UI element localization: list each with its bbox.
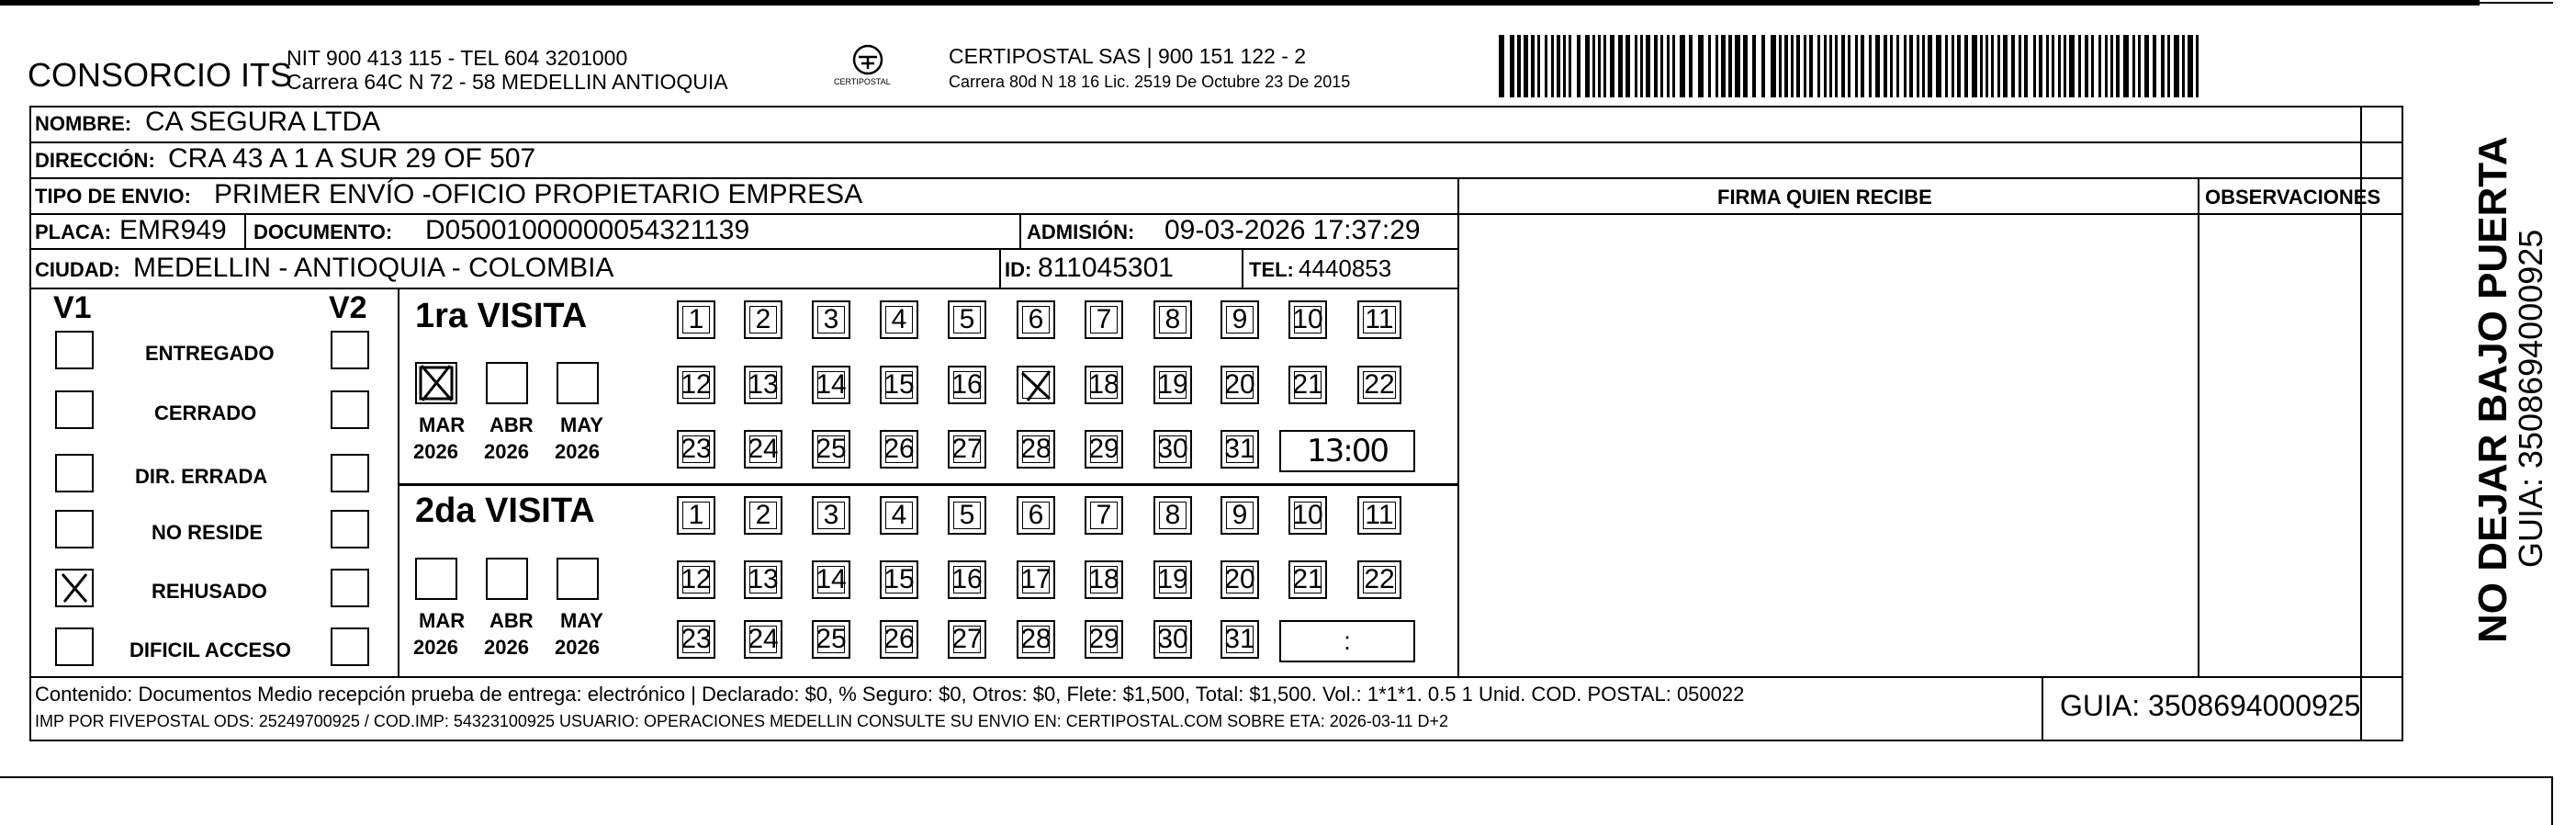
barcode-bar: [1577, 35, 1580, 97]
col-line: [1019, 213, 1021, 248]
barcode-bar: [1680, 35, 1685, 97]
v1-checkbox[interactable]: [55, 454, 94, 492]
visit1-title: 1ra VISITA: [415, 297, 588, 335]
day-cell[interactable]: 25: [812, 620, 850, 659]
barcode-bar: [1875, 35, 1880, 97]
col-line: [1242, 248, 1243, 288]
row-line: [29, 288, 1457, 289]
barcode-bar: [1625, 35, 1630, 97]
col-line: [2042, 676, 2043, 741]
barcode-bar: [1761, 35, 1765, 97]
admision-label: ADMISIÓN:: [1027, 220, 1135, 243]
day-cell[interactable]: 22: [1357, 560, 1401, 599]
top-rule: [0, 0, 2480, 6]
day-cell[interactable]: 29: [1085, 620, 1123, 659]
day-cell[interactable]: 8: [1153, 496, 1192, 535]
barcode-bar: [1809, 35, 1813, 97]
month-checkbox[interactable]: [486, 558, 528, 600]
day-cell[interactable]: 29: [1085, 430, 1123, 469]
id-label: ID:: [1005, 258, 1032, 281]
barcode-bar: [1917, 35, 1919, 97]
barcode-bar: [2182, 35, 2185, 97]
barcode-bar: [1964, 35, 1968, 97]
postal-name: CERTIPOSTAL SAS | 900 151 122 - 2: [949, 44, 1307, 68]
barcode-bar: [1517, 35, 1521, 97]
day-cell[interactable]: 22: [1357, 366, 1401, 404]
barcode-bar: [2161, 35, 2165, 97]
v2-checkbox[interactable]: [331, 510, 369, 548]
barcode-bar: [1835, 35, 1838, 97]
status-label: NO RESIDE: [152, 521, 264, 544]
col-line: [2198, 177, 2199, 676]
id-value: 811045301: [1038, 253, 1174, 283]
barcode-bar: [1660, 35, 1663, 97]
day-cell[interactable]: 6: [1017, 300, 1055, 339]
barcode-bar: [1551, 35, 1554, 97]
visit2-title: 2da VISITA: [415, 492, 595, 530]
day-cell[interactable]: 14: [812, 366, 850, 404]
day-cell[interactable]: 17: [1017, 560, 1055, 599]
day-cell[interactable]: 6: [1017, 496, 1055, 535]
barcode-bar: [1904, 35, 1907, 97]
side-no-dejar: NO DEJAR BAJO PUERTA: [2470, 136, 2515, 643]
direccion-value: CRA 43 A 1 A SUR 29 OF 507: [168, 143, 536, 174]
tel-value: 4440853: [1299, 254, 1392, 282]
day-cell[interactable]: 13: [744, 366, 782, 404]
ciudad-label: CIUDAD:: [35, 258, 120, 281]
month-label: MAY: [560, 609, 603, 632]
barcode-bar: [2110, 35, 2113, 97]
barcode-bar: [1592, 35, 1595, 97]
col-line: [999, 248, 1001, 288]
company-name: CONSORCIO ITS: [28, 56, 293, 94]
month-checkbox[interactable]: [557, 558, 599, 600]
col-line: [398, 288, 399, 676]
day-cell[interactable]: 11: [1357, 496, 1401, 535]
visit-divider: [398, 483, 1457, 486]
barcode-bar: [1603, 35, 1606, 97]
barcode-bar: [2039, 35, 2042, 97]
barcode-bar: [1531, 35, 1535, 97]
barcode-bar: [2153, 35, 2156, 97]
v2-header: V2: [329, 290, 367, 325]
barcode-bar: [2091, 35, 2094, 97]
postal-address: Carrera 80d N 18 16 Lic. 2519 De Octubre 23 De 2015: [949, 73, 1351, 91]
barcode-bar: [1715, 35, 1718, 97]
time-box[interactable]: 13:00: [1279, 430, 1415, 472]
day-cell[interactable]: 3: [812, 300, 850, 339]
day-cell[interactable]: 27: [948, 620, 986, 659]
day-cell[interactable]: 2: [744, 496, 782, 535]
year-label: 2026: [555, 636, 600, 659]
nombre-value: CA SEGURA LTDA: [145, 107, 381, 137]
placa-value: EMR949: [119, 215, 227, 245]
day-cell[interactable]: 24: [744, 620, 782, 659]
barcode-bar: [2138, 35, 2141, 97]
barcode-bar: [1909, 35, 1913, 97]
check-x-icon: [57, 571, 92, 605]
day-cell[interactable]: 28: [1017, 430, 1055, 469]
month-label: ABR: [489, 609, 534, 632]
barcode-bar: [1563, 35, 1566, 97]
barcode-bar: [2011, 35, 2015, 97]
barcode-bar: [1708, 35, 1711, 97]
barcode-bar: [1667, 35, 1670, 97]
barcode-bar: [1997, 35, 2000, 97]
barcode-bar: [1672, 35, 1675, 97]
col-line: [1457, 177, 1459, 676]
barcode-bar: [2052, 35, 2054, 97]
status-label: ENTREGADO: [145, 342, 275, 365]
day-cell[interactable]: 1: [677, 300, 715, 339]
day-cell[interactable]: 7: [1085, 300, 1123, 339]
barcode-bar: [1791, 35, 1794, 97]
barcode-bar: [2174, 35, 2179, 97]
barcode-bar: [1922, 35, 1925, 97]
month-label: ABR: [489, 413, 534, 436]
day-cell[interactable]: 1: [677, 496, 715, 535]
barcode-bar: [1824, 35, 1827, 97]
v1-checkbox[interactable]: [55, 390, 94, 429]
certipostal-logo: [831, 41, 905, 96]
day-cell[interactable]: 8: [1153, 300, 1192, 339]
barcode-bar: [1890, 35, 1893, 97]
year-label: 2026: [555, 440, 600, 463]
barcode-bar: [2098, 35, 2101, 97]
direccion-label: DIRECCIÓN:: [35, 149, 155, 172]
barcode-bar: [1804, 35, 1806, 97]
barcode-bar: [1945, 35, 1948, 97]
day-cell[interactable]: 28: [1017, 620, 1055, 659]
barcode-bar: [1784, 35, 1788, 97]
barcode-bar: [1896, 35, 1899, 97]
barcode-bar: [2167, 35, 2170, 97]
v1-checkbox[interactable]: [55, 331, 94, 369]
v2-checkbox[interactable]: [331, 454, 369, 492]
day-cell[interactable]: 21: [1288, 366, 1327, 404]
day-cell[interactable]: 21: [1288, 560, 1327, 599]
barcode-bar: [2033, 35, 2036, 97]
v1-checkbox[interactable]: [55, 627, 94, 666]
observaciones-header: OBSERVACIONES: [2205, 186, 2381, 209]
barcode-bar: [1698, 35, 1704, 97]
barcode-bar: [1972, 35, 1977, 97]
day-cell[interactable]: 24: [744, 430, 782, 469]
barcode-bar: [1735, 35, 1740, 97]
year-label: 2026: [484, 636, 529, 659]
year-label: 2026: [413, 636, 458, 659]
barcode-bar: [2024, 35, 2028, 97]
barcode-bar: [1855, 35, 1858, 97]
status-label: DIFICIL ACCESO: [129, 639, 292, 661]
barcode-bar: [1569, 35, 1571, 97]
barcode: [1499, 35, 2206, 97]
barcode-bar: [1771, 35, 1776, 97]
day-cell[interactable]: 4: [880, 300, 918, 339]
barcode-bar: [1957, 35, 1961, 97]
tipo-envio-label: TIPO DE ENVIO:: [35, 185, 191, 208]
barcode-bar: [1752, 35, 1756, 97]
day-cell[interactable]: 2: [744, 300, 782, 339]
status-label: CERRADO: [154, 401, 257, 424]
barcode-bar: [2196, 35, 2199, 97]
barcode-bar: [1598, 35, 1601, 97]
day-cell[interactable]: 20: [1221, 560, 1259, 599]
barcode-bar: [1884, 35, 1887, 97]
top-rule-right: [2480, 2, 2553, 4]
month-label: MAR: [419, 413, 466, 436]
company-nit: NIT 900 413 115 - TEL 604 3201000: [287, 46, 628, 70]
v1-header: V1: [53, 290, 92, 325]
day-cell[interactable]: 12: [677, 560, 715, 599]
day-cell[interactable]: 5: [948, 496, 986, 535]
barcode-bar: [1524, 35, 1528, 97]
barcode-bar: [1640, 35, 1643, 97]
barcode-bar: [2078, 35, 2081, 97]
barcode-bar: [2058, 35, 2061, 97]
check-x-icon: [417, 364, 456, 402]
barcode-bar: [1991, 35, 1994, 97]
day-cell[interactable]: 23: [677, 620, 715, 659]
barcode-bar: [1510, 35, 1514, 97]
day-cell[interactable]: 16: [948, 560, 986, 599]
day-cell[interactable]: 30: [1153, 620, 1192, 659]
month-checkbox[interactable]: [486, 362, 528, 404]
status-label: DIR. ERRADA: [135, 465, 268, 488]
day-cell[interactable]: 26: [880, 430, 918, 469]
row-line: [1457, 213, 2362, 215]
day-cell[interactable]: 9: [1221, 300, 1259, 339]
barcode-bar: [1618, 35, 1623, 97]
day-cell[interactable]: 31: [1221, 430, 1259, 469]
day-cell[interactable]: 18: [1085, 560, 1123, 599]
barcode-bar: [1654, 35, 1658, 97]
footer-imp: IMP POR FIVEPOSTAL ODS: 25249700925 / COD.IMP: 54323100925 USUARIO: OPERACIONES MEDELLIN CONSULTE SU ENVIO EN: CERTIPOSTAL.COM SOBRE ETA: 2026-03-11 D+2: [35, 712, 1449, 730]
barcode-bar: [1545, 35, 1547, 97]
col-line: [244, 213, 246, 248]
placa-label: PLACA:: [35, 220, 112, 243]
barcode-bar: [2064, 35, 2066, 97]
barcode-bar: [2144, 35, 2149, 97]
month-checkbox[interactable]: [415, 362, 457, 404]
footer-contenido: Contenido: Documentos Medio recepción prueba de entrega: electrónico | Declarado: $0, % Seguro: $0, Otros: $0, Flete: $1,500, Total: $1,500. Vol.: 1*1*1. 0.5 1 Unid. COD. POSTAL: 050022: [35, 683, 1745, 706]
day-cell[interactable]: 31: [1221, 620, 1259, 659]
barcode-bar: [1985, 35, 1988, 97]
month-label: MAY: [560, 413, 603, 436]
barcode-bar: [1646, 35, 1650, 97]
day-cell[interactable]: 3: [812, 496, 850, 535]
check-x-icon: [1018, 367, 1053, 402]
barcode-bar: [2105, 35, 2108, 97]
barcode-bar: [1585, 35, 1590, 97]
year-label: 2026: [413, 440, 458, 463]
year-label: 2026: [484, 440, 529, 463]
day-cell[interactable]: 18: [1085, 366, 1123, 404]
ciudad-value: MEDELLIN - ANTIOQUIA - COLOMBIA: [133, 253, 614, 283]
barcode-bar: [1841, 35, 1845, 97]
day-cell[interactable]: 20: [1221, 366, 1259, 404]
day-cell[interactable]: [1017, 366, 1055, 404]
day-cell[interactable]: 15: [880, 366, 918, 404]
day-cell[interactable]: 5: [948, 300, 986, 339]
bottom-rule: [0, 776, 2553, 778]
v2-checkbox[interactable]: [331, 390, 369, 429]
day-cell[interactable]: 10: [1288, 496, 1327, 535]
logo-text: CERTIPOSTAL: [834, 77, 891, 86]
day-cell[interactable]: 9: [1221, 496, 1259, 535]
time-box[interactable]: :: [1279, 620, 1415, 662]
barcode-bar: [1928, 35, 1932, 97]
tel-label: TEL:: [1249, 258, 1294, 281]
v1-checkbox[interactable]: [55, 569, 94, 607]
barcode-bar: [2019, 35, 2021, 97]
day-cell[interactable]: 16: [948, 366, 986, 404]
barcode-bar: [2069, 35, 2075, 97]
day-cell[interactable]: 11: [1357, 300, 1401, 339]
nombre-label: NOMBRE:: [35, 112, 132, 135]
barcode-bar: [1936, 35, 1941, 97]
tipo-envio-value: PRIMER ENVÍO -OFICIO PROPIETARIO EMPRESA: [214, 179, 863, 209]
barcode-bar: [1848, 35, 1850, 97]
day-cell[interactable]: 19: [1153, 560, 1192, 599]
day-cell[interactable]: 30: [1153, 430, 1192, 469]
barcode-bar: [1721, 35, 1726, 97]
day-cell[interactable]: 19: [1153, 366, 1192, 404]
day-cell[interactable]: 25: [812, 430, 850, 469]
day-cell[interactable]: 26: [880, 620, 918, 659]
documento-label: DOCUMENTO:: [253, 220, 393, 243]
v2-checkbox[interactable]: [331, 569, 369, 607]
day-cell[interactable]: 7: [1085, 496, 1123, 535]
barcode-bar: [1861, 35, 1864, 97]
status-label: REHUSADO: [152, 580, 267, 603]
barcode-bar: [2085, 35, 2088, 97]
day-cell[interactable]: 23: [677, 430, 715, 469]
barcode-bar: [1635, 35, 1637, 97]
day-cell[interactable]: 13: [744, 560, 782, 599]
barcode-bar: [1610, 35, 1614, 97]
barcode-bar: [1779, 35, 1782, 97]
barcode-bar: [1499, 35, 1504, 97]
barcode-bar: [2132, 35, 2135, 97]
month-label: MAR: [419, 609, 466, 632]
day-cell[interactable]: 14: [812, 560, 850, 599]
day-cell[interactable]: 10: [1288, 300, 1327, 339]
barcode-bar: [1952, 35, 1954, 97]
month-checkbox[interactable]: [557, 362, 599, 404]
barcode-bar: [1980, 35, 1983, 97]
barcode-bar: [2003, 35, 2008, 97]
day-cell[interactable]: 27: [948, 430, 986, 469]
barcode-bar: [1869, 35, 1872, 97]
admision-value: 09-03-2026 17:37:29: [1164, 215, 1421, 245]
barcode-bar: [1743, 35, 1748, 97]
right-rule: [2551, 776, 2553, 825]
day-cell[interactable]: 12: [677, 366, 715, 404]
month-checkbox[interactable]: [415, 558, 457, 600]
barcode-bar: [1537, 35, 1540, 97]
day-cell[interactable]: 4: [880, 496, 918, 535]
barcode-bar: [2046, 35, 2049, 97]
side-guia: GUIA: 3508694000925: [2512, 229, 2549, 568]
barcode-bar: [2188, 35, 2193, 97]
row-line: [29, 676, 2403, 678]
barcode-bar: [1728, 35, 1732, 97]
barcode-bar: [1817, 35, 1820, 97]
documento-value: D05001000000054321139: [425, 215, 750, 245]
firma-header: FIRMA QUIEN RECIBE: [1717, 186, 1932, 209]
footer-guia: GUIA: 3508694000925: [2060, 689, 2361, 722]
barcode-bar: [1689, 35, 1693, 97]
barcode-bar: [1829, 35, 1832, 97]
barcode-bar: [1796, 35, 1800, 97]
company-address: Carrera 64C N 72 - 58 MEDELLIN ANTIOQUIA: [287, 70, 728, 94]
v1-checkbox[interactable]: [55, 510, 94, 548]
day-cell[interactable]: 15: [880, 560, 918, 599]
barcode-bar: [2116, 35, 2120, 97]
barcode-bar: [1557, 35, 1560, 97]
v2-checkbox[interactable]: [331, 331, 369, 369]
barcode-bar: [2123, 35, 2129, 97]
v2-checkbox[interactable]: [331, 627, 369, 666]
